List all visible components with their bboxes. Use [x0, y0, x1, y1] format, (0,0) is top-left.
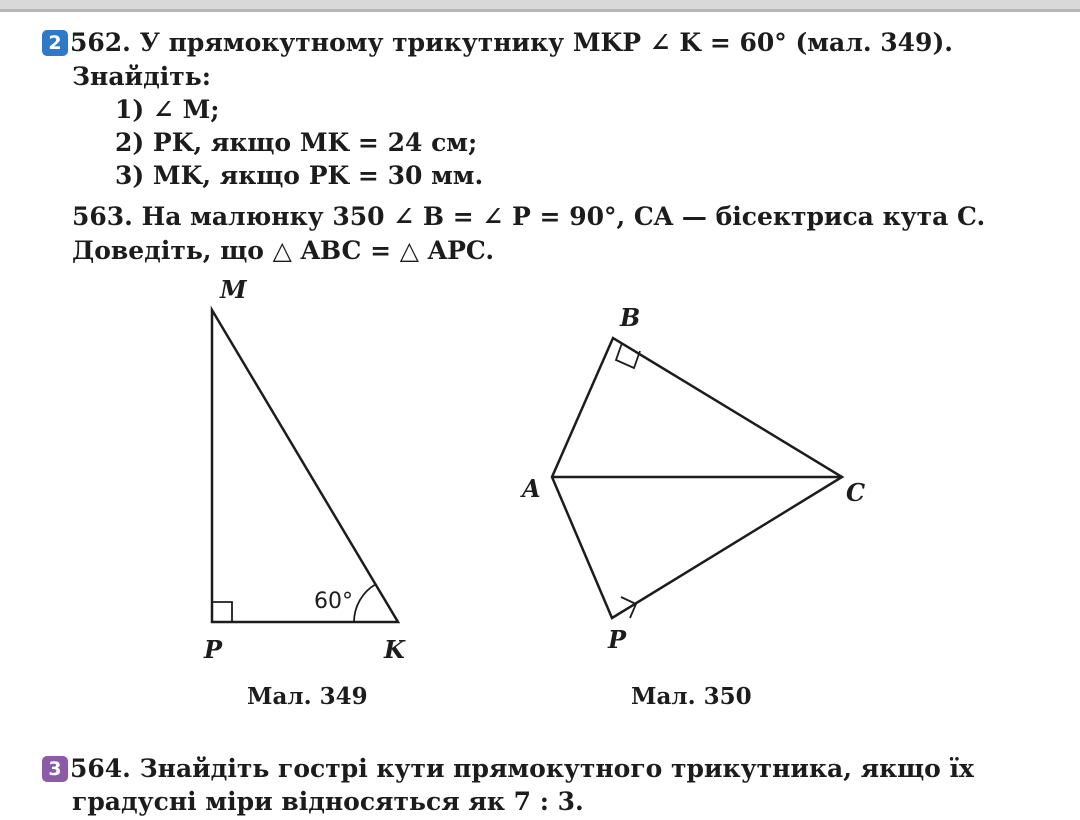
figure-350-caption: Мал. 350 [631, 683, 752, 710]
figure-349-caption: Мал. 349 [247, 683, 368, 710]
problem-562-item-2: 2) PK, якщо MK = 24 см; [115, 128, 478, 157]
problem-562-item-1: 1) ∠ M; [115, 95, 220, 124]
figure-349-triangle [212, 310, 398, 622]
figure-350-label-a: A [522, 474, 541, 503]
figure-350-figure [552, 338, 842, 618]
problem-562-text: У прямокутному трикутнику MKP ∠ K = 60° (мал. 349). [139, 28, 953, 57]
level-2-badge: 2 [42, 30, 68, 56]
figure-349-label-p: P [204, 635, 223, 664]
figure-350-label-c: C [846, 478, 866, 507]
problem-563-number: 563. [72, 202, 133, 231]
figure-349-label-k: K [384, 635, 405, 664]
figure-349-label-m: M [220, 275, 247, 304]
problem-563-text: На малюнку 350 ∠ B = ∠ P = 90°, CA — бісектриса кута C. [141, 202, 986, 231]
figure-350-label-b: B [620, 303, 641, 332]
problem-562-item-3: 3) MK, якщо PK = 30 мм. [115, 161, 484, 190]
problem-562-prompt: Знайдіть: [72, 62, 211, 91]
level-3-badge: 3 [42, 756, 68, 782]
problem-564-text: Знайдіть гострі кути прямокутного трикутника, якщо їх [139, 754, 974, 783]
figure-350-label-p: P [608, 625, 627, 654]
figure-349-angle-label: 60° [314, 589, 353, 614]
problem-564-text-2: градусні міри відносяться як 7 : 3. [72, 787, 584, 816]
problem-562-number: 562. [70, 28, 131, 57]
problem-564-number: 564. [70, 754, 131, 783]
problem-564-line [42, 754, 974, 784]
problem-563-text-2: Доведіть, що △ ABC = △ APC. [72, 236, 495, 265]
